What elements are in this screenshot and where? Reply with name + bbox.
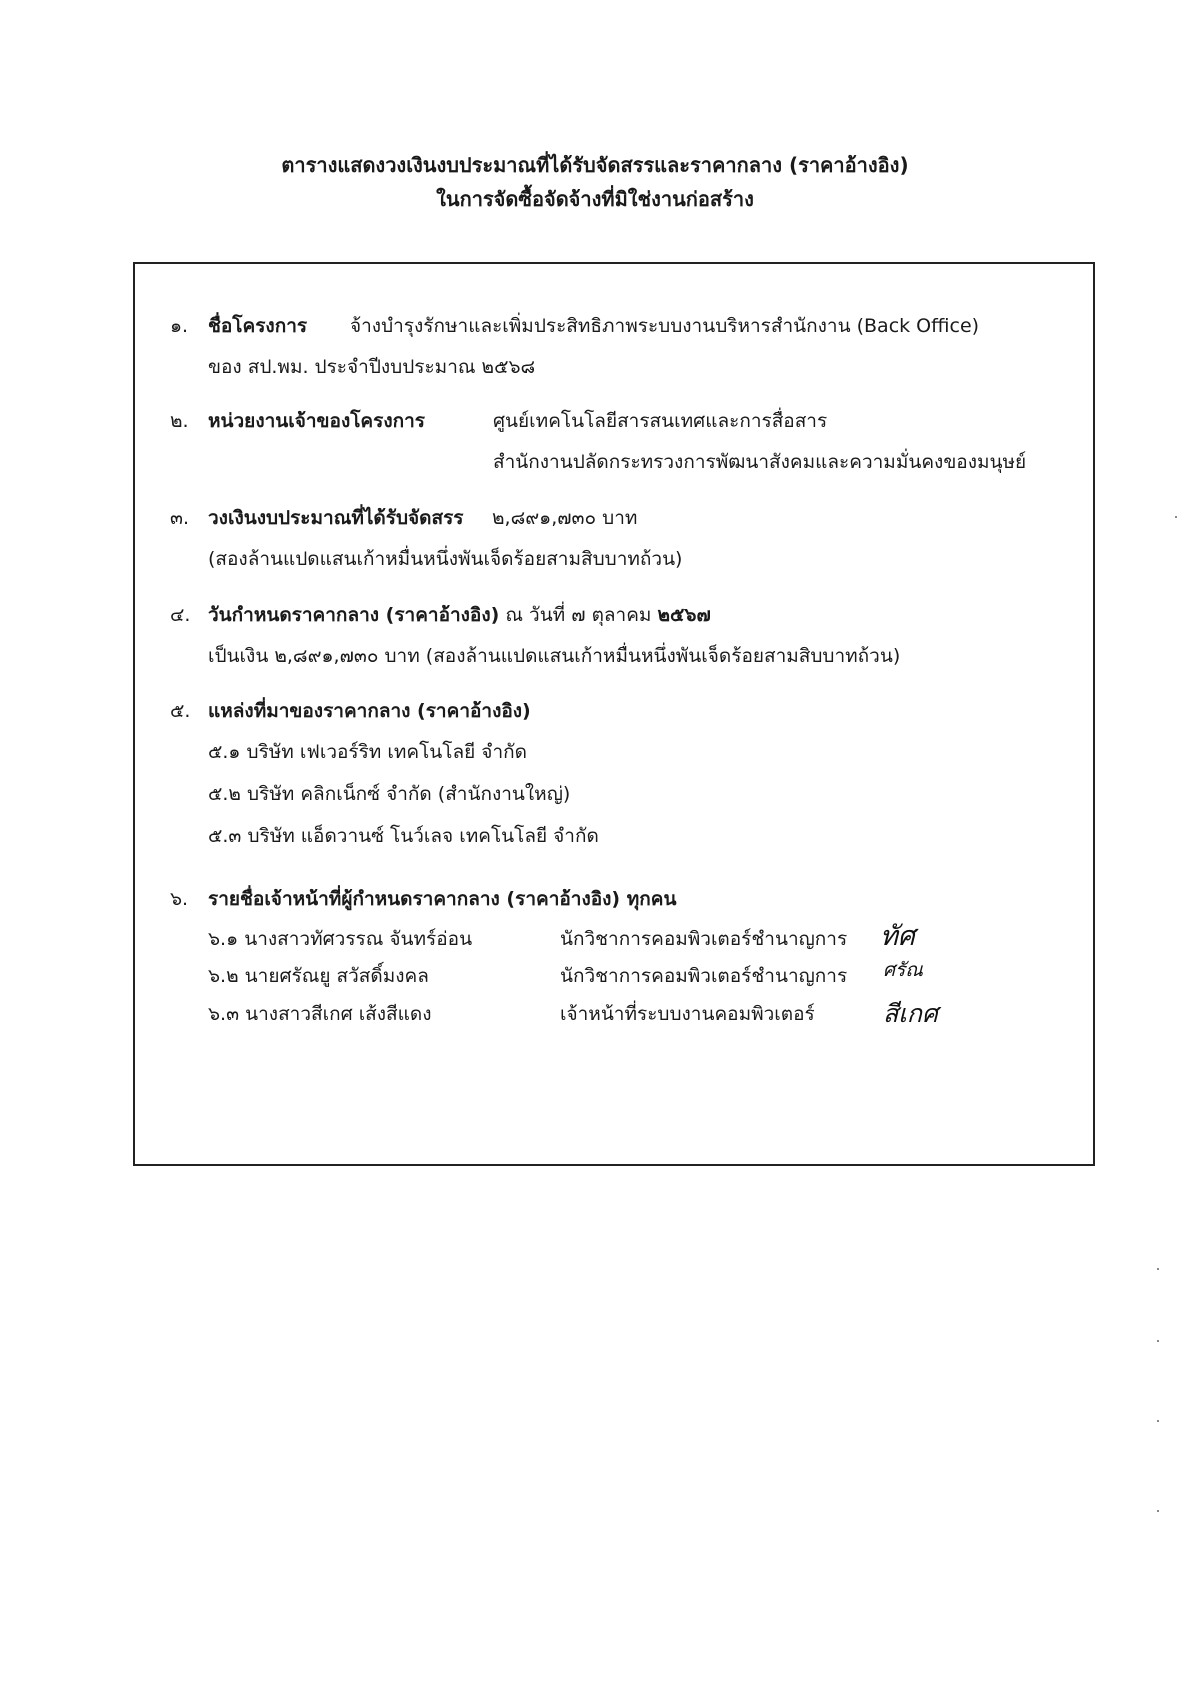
document-title-line-2: ในการจัดซื้อจัดจ้างที่มิใช่งานก่อสร้าง: [436, 187, 754, 211]
section-5-item-2: ๕.๒ บริษัท คลิกเน็กซ์ จำกัด (สำนักงานใหญ่): [208, 783, 571, 805]
person-2-name: ๖.๒ นายศรัณยู สวัสดิ์มงคล: [208, 965, 429, 987]
section-2-value-line-2: สำนักงานปลัดกระทรวงการพัฒนาสังคมและความมั่นคงของมนุษย์: [493, 451, 1027, 473]
section-2-value: ศูนย์เทคโนโลยีสารสนเทศและการสื่อสาร: [493, 410, 828, 432]
section-5-item-1: ๕.๑ บริษัท เฟเวอร์ริท เทคโนโลยี จำกัด: [208, 741, 527, 763]
section-3-value-line-2: (สองล้านแปดแสนเก้าหมื่นหนึ่งพันเจ็ดร้อยสามสิบบาทถ้วน): [208, 548, 683, 570]
person-1-position: นักวิชาการคอมพิวเตอร์ชำนาญการ: [560, 928, 848, 950]
section-4-line: [208, 601, 711, 629]
section-2-number: ๒.: [170, 410, 189, 432]
person-3-signature: สีเกศ: [883, 999, 938, 1028]
section-4-year: ๒๕๖๗: [657, 604, 711, 626]
scan-speck: [1157, 1420, 1159, 1422]
section-5-label: แหล่งที่มาของราคากลาง (ราคาอ้างอิง): [208, 700, 531, 722]
scan-speck: [1157, 1268, 1159, 1270]
section-4-label: วันกำหนดราคากลาง (ราคาอ้างอิง): [208, 604, 500, 626]
section-2-label: หน่วยงานเจ้าของโครงการ: [208, 410, 425, 432]
section-1-number: ๑.: [170, 315, 189, 337]
section-6-label: รายชื่อเจ้าหน้าที่ผู้กำหนดราคากลาง (ราคาอ้างอิง) ทุกคน: [208, 888, 677, 910]
section-6-number: ๖.: [170, 888, 189, 910]
person-3-position: เจ้าหน้าที่ระบบงานคอมพิวเตอร์: [560, 1003, 815, 1025]
section-1-value: จ้างบำรุงรักษาและเพิ่มประสิทธิภาพระบบงานบริหารสำนักงาน (Back Office): [350, 315, 980, 337]
person-3-name: ๖.๓ นางสาวสีเกศ เส้งสีแดง: [208, 1003, 432, 1025]
section-1-value-line-2: ของ สป.พม. ประจำปีงบประมาณ ๒๕๖๘: [208, 356, 536, 378]
scan-speck: [1157, 1340, 1159, 1342]
person-1-name: ๖.๑ นางสาวทัศวรรณ จันทร์อ่อน: [208, 928, 473, 950]
section-3-number: ๓.: [170, 507, 190, 529]
section-4-value-line-2: เป็นเงิน ๒,๘๙๑,๗๓๐ บาท (สองล้านแปดแสนเก้าหมื่นหนึ่งพันเจ็ดร้อยสามสิบบาทถ้วน): [208, 645, 901, 667]
scan-speck: [1157, 1510, 1159, 1512]
scan-speck: [1175, 516, 1177, 518]
section-5-item-3: ๕.๓ บริษัท แอ็ดวานซ์ โนว์เลจ เทคโนโลยี จำกัด: [208, 825, 599, 847]
section-1-label: ชื่อโครงการ: [208, 315, 308, 337]
section-3-value: ๒,๘๙๑,๗๓๐ บาท: [492, 507, 638, 529]
section-4-number: ๔.: [170, 604, 191, 626]
person-1-signature: ทัศ: [880, 921, 915, 952]
section-5-number: ๕.: [170, 700, 191, 722]
person-2-position: นักวิชาการคอมพิวเตอร์ชำนาญการ: [560, 965, 848, 987]
document-title-line-1: ตารางแสดงวงเงินงบประมาณที่ได้รับจัดสรรและราคากลาง (ราคาอ้างอิง): [281, 153, 909, 177]
person-2-signature: ศรัณ: [883, 959, 923, 981]
section-4-value: ณ วันที่ ๗ ตุลาคม: [505, 604, 658, 626]
section-3-label: วงเงินงบประมาณที่ได้รับจัดสรร: [208, 507, 464, 529]
